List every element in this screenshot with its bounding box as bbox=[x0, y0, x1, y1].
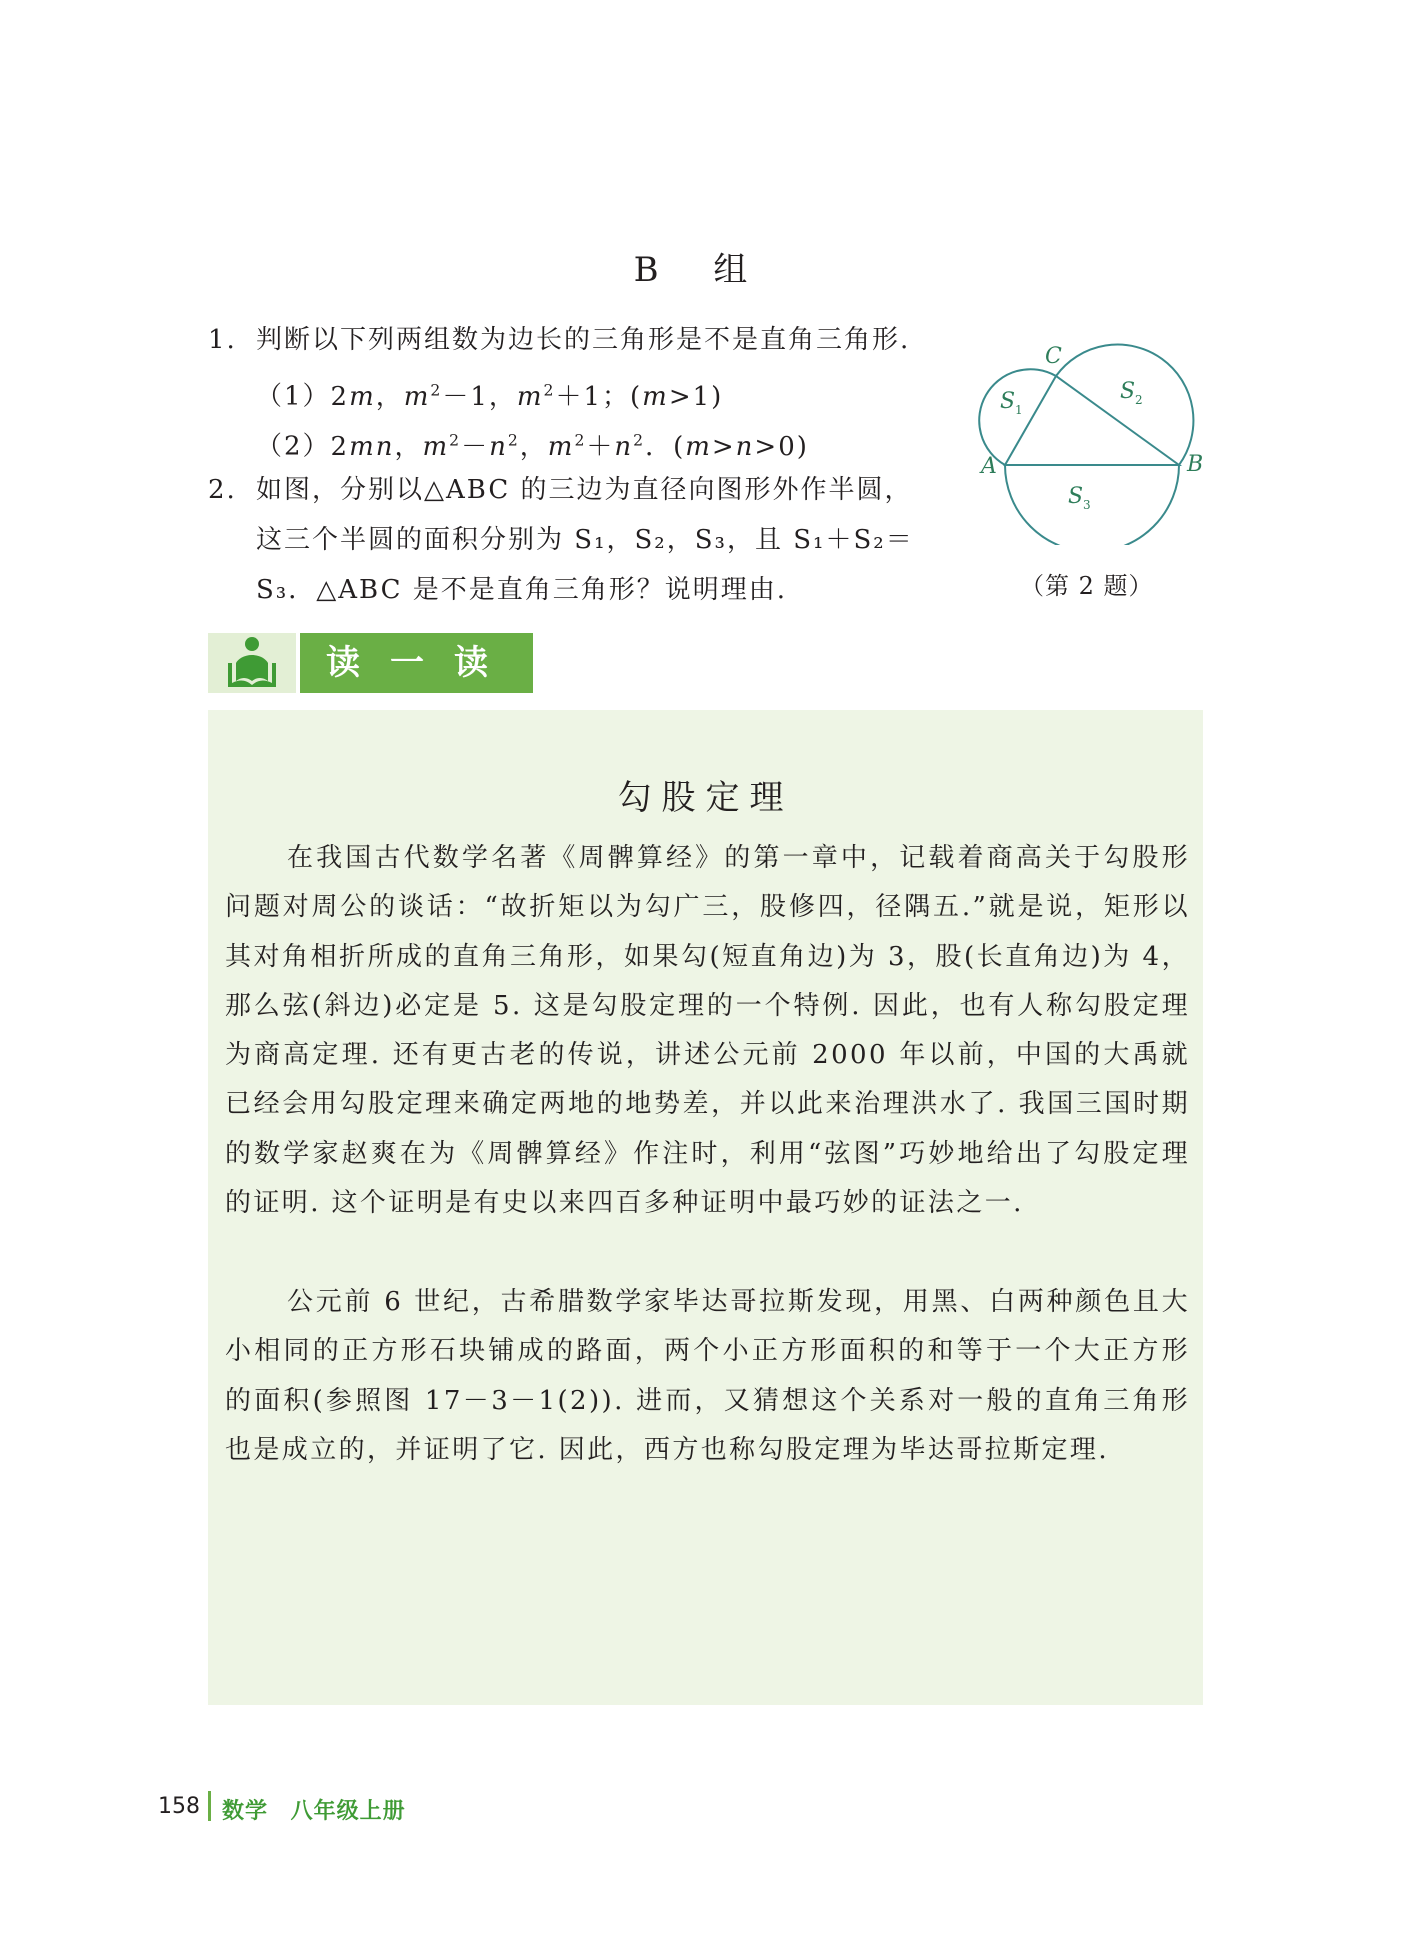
semicircle-s3 bbox=[1005, 465, 1179, 545]
reading-header-title: 读一读 bbox=[300, 633, 533, 693]
problem-1 bbox=[208, 315, 910, 365]
problem-number: 1. bbox=[208, 325, 237, 355]
semicircle-s1 bbox=[979, 369, 1056, 465]
article-title: 勾股定理 bbox=[617, 778, 794, 818]
problem-1-part-1 bbox=[256, 365, 723, 422]
label-s3-subscript: 3 bbox=[1083, 498, 1091, 512]
semicircle-figure bbox=[965, 335, 1205, 545]
figure-caption: （第 2 题） bbox=[1020, 572, 1154, 600]
part-label: （1） bbox=[256, 381, 331, 412]
book-title: 数学 八年级上册 bbox=[222, 1799, 406, 1824]
problem-text: 如图，分别以△ABC 的三边为直径向图形外作半圆， bbox=[256, 475, 913, 505]
part-expression: 2mn，$m^2-n^2$，$m^2+n^2$．(m>n>0) bbox=[330, 431, 809, 462]
semicircle-s2 bbox=[1056, 345, 1193, 465]
problem-2-line-3: S₃．△ABC 是不是直角三角形？说明理由. bbox=[256, 575, 788, 605]
label-s1: S bbox=[1000, 389, 1016, 414]
label-c: C bbox=[1045, 344, 1062, 369]
label-s2: S bbox=[1120, 379, 1136, 404]
problem-1-part-2 bbox=[256, 415, 809, 472]
problem-2-line-2: 这三个半圆的面积分别为 S₁，S₂，S₃，且 S₁＋S₂＝ bbox=[256, 525, 914, 555]
label-b: B bbox=[1187, 452, 1204, 477]
label-s3: S bbox=[1068, 484, 1084, 509]
triangle-abc bbox=[1005, 376, 1179, 465]
section-heading: B 组 bbox=[633, 250, 770, 290]
problem-number: 2. bbox=[208, 475, 237, 505]
reading-panel bbox=[208, 710, 1203, 1705]
footer-divider bbox=[208, 1791, 211, 1821]
article-paragraph-1: 在我国古代数学名著《周髀算经》的第一章中，记载着商高关于勾股形问题对周公的谈话：“故折矩以为勾广三，股修四，径隅五.”就是说，矩形以其对角相折所成的直角三角形，如果勾(短直角边)为 3，股(长直角边)为 4，那么弦(斜边)必定是 5. 这是勾股定理的一个特例. 因此，也有人称勾股定理为商高定理. 还有更古老的传说，讲述公元前 2000 年以前，中国的大禹就已经会用勾股定理来确定两地的地势差，并以此来治理洪水了. 我国三国时期的数学家赵爽在为《周髀算经》作注时，利用“弦图”巧妙地给出了勾股定理的证明. 这个证明是有史以来四百多种证明中最巧妙的证法之一. bbox=[225, 843, 1190, 1219]
label-s1-subscript: 1 bbox=[1015, 403, 1023, 417]
reading-book-icon bbox=[208, 633, 296, 693]
problem-text: 判断以下列两组数为边长的三角形是不是直角三角形. bbox=[256, 325, 911, 355]
part-expression: 2m，$m^2-1$，$m^2+1$；(m>1) bbox=[330, 381, 724, 412]
label-s2-subscript: 2 bbox=[1135, 393, 1143, 407]
reading-icon-box bbox=[208, 633, 296, 693]
label-a: A bbox=[981, 454, 997, 479]
article-paragraph-2: 公元前 6 世纪，古希腊数学家毕达哥拉斯发现，用黑、白两种颜色且大小相同的正方形石块铺成的路面，两个小正方形面积的和等于一个大正方形的面积(参照图 17－3－1(2)). 进而，又猜想这个关系对一般的直角三角形也是成立的，并证明了它. 因此，西方也称勾股定理为毕达哥拉斯定理. bbox=[225, 1287, 1190, 1465]
part-label: （2） bbox=[256, 431, 331, 462]
page-number: 158 bbox=[158, 1794, 200, 1819]
problem-2-line-1 bbox=[208, 465, 913, 515]
